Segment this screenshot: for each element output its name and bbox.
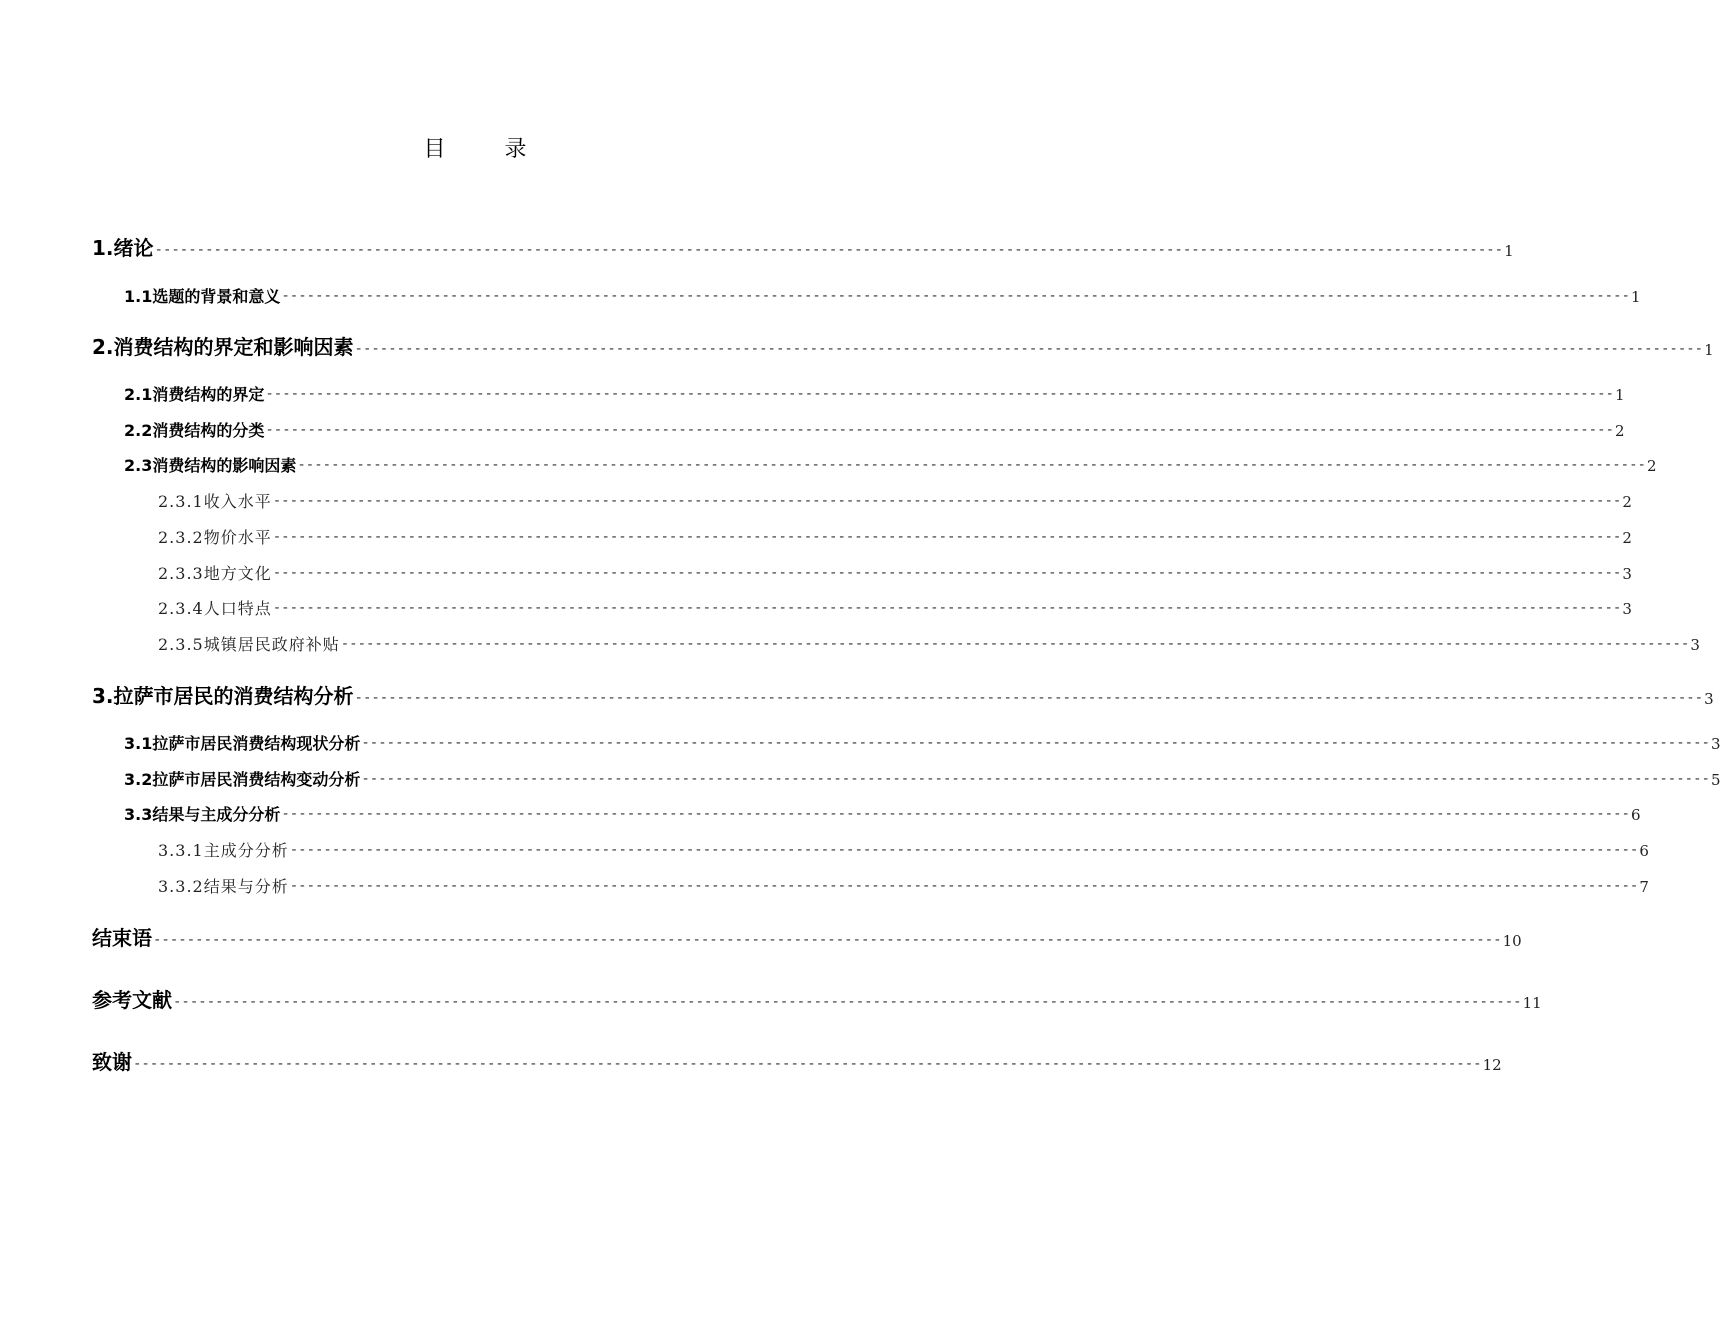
toc-entry-label: 2.3.5城镇居民政府补贴 [158,635,340,654]
toc-page-number: 3 [1710,735,1721,753]
dot-leader: ---------------------------------------------------------------------------------------------------------------------------------------------------------------- [272,493,1622,509]
toc-page-number: 5 [1710,771,1721,789]
toc-entry-label: 1.绪论 [92,236,154,260]
toc-entry-label: 结束语 [92,926,152,950]
toc-entry-label: 3.拉萨市居民的消费结构分析 [92,684,354,708]
toc-entry[interactable] [124,418,1625,441]
dot-leader: ---------------------------------------------------------------------------------------------------------------------------------------------------------------- [133,1056,1482,1072]
toc-entry[interactable] [92,331,1714,360]
toc-entry-label: 3.3.2结果与分析 [158,877,289,896]
toc-page-number: 1 [1704,341,1714,359]
toc-entry-label: 1.1选题的背景和意义 [124,287,281,306]
dot-leader: ---------------------------------------------------------------------------------------------------------------------------------------------------------------- [289,842,1639,858]
toc-page-number: 3 [1690,636,1700,654]
toc-page-number: 1 [1614,386,1625,404]
dot-leader: ---------------------------------------------------------------------------------------------------------------------------------------------------------------- [354,690,1704,706]
toc-page-number: 11 [1522,994,1542,1012]
toc-page-number: 1 [1504,242,1514,260]
toc-entry[interactable] [124,731,1721,754]
toc-entry[interactable] [124,802,1641,825]
dot-leader: ---------------------------------------------------------------------------------------------------------------------------------------------------------------- [272,600,1622,616]
toc-entry-label: 2.1消费结构的界定 [124,385,265,404]
toc-entry[interactable] [158,838,1649,861]
toc-entry-label: 2.3.4人口特点 [158,599,272,618]
dot-leader: ---------------------------------------------------------------------------------------------------------------------------------------------------------------- [272,565,1622,581]
toc-entry[interactable] [158,596,1632,619]
toc-entry[interactable] [158,632,1700,655]
dot-leader: ---------------------------------------------------------------------------------------------------------------------------------------------------------------- [361,735,1710,751]
dot-leader: ---------------------------------------------------------------------------------------------------------------------------------------------------------------- [297,457,1646,473]
toc-entry[interactable] [92,922,1522,951]
toc-entry-label: 2.3消费结构的影响因素 [124,456,297,475]
toc-page-number: 6 [1630,806,1641,824]
toc-page-number: 1 [1630,288,1641,306]
toc-entry[interactable] [124,767,1721,790]
toc-page-number: 10 [1502,932,1522,950]
toc-entry[interactable] [124,453,1657,476]
toc-entry[interactable] [158,525,1632,548]
toc-page-number: 7 [1639,878,1649,896]
toc-page-number: 3 [1622,565,1632,583]
toc-entry[interactable] [92,1046,1502,1075]
toc-entry-label: 3.1拉萨市居民消费结构现状分析 [124,734,361,753]
dot-leader: ---------------------------------------------------------------------------------------------------------------------------------------------------------------- [281,288,1630,304]
dot-leader: ---------------------------------------------------------------------------------------------------------------------------------------------------------------- [281,806,1630,822]
toc-page-number: 2 [1622,493,1632,511]
dot-leader: ---------------------------------------------------------------------------------------------------------------------------------------------------------------- [154,242,1504,258]
toc-entry[interactable] [158,561,1632,584]
dot-leader: ---------------------------------------------------------------------------------------------------------------------------------------------------------------- [173,994,1522,1010]
toc-page-number: 2 [1646,457,1657,475]
toc-entry[interactable] [124,284,1641,307]
toc-page-number: 3 [1704,690,1714,708]
toc-entry-label: 3.3.1主成分分析 [158,841,289,860]
dot-leader: ---------------------------------------------------------------------------------------------------------------------------------------------------------------- [272,529,1622,545]
toc-entry[interactable] [158,874,1649,897]
toc-entry[interactable] [92,680,1714,709]
toc-entry[interactable] [92,984,1542,1013]
toc-page-number: 12 [1482,1056,1502,1074]
toc-page-number: 2 [1614,422,1625,440]
dot-leader: ---------------------------------------------------------------------------------------------------------------------------------------------------------------- [265,386,1614,402]
toc-entry-label: 2.3.2物价水平 [158,528,272,547]
toc-entry-label: 2.2消费结构的分类 [124,421,265,440]
dot-leader: ---------------------------------------------------------------------------------------------------------------------------------------------------------------- [354,341,1704,357]
dot-leader: ---------------------------------------------------------------------------------------------------------------------------------------------------------------- [340,636,1690,652]
dot-leader: ---------------------------------------------------------------------------------------------------------------------------------------------------------------- [153,932,1502,948]
dot-leader: ---------------------------------------------------------------------------------------------------------------------------------------------------------------- [265,422,1614,438]
toc-entry[interactable] [124,382,1625,405]
toc-page-number: 2 [1622,529,1632,547]
toc-page-number: 3 [1622,600,1632,618]
toc-entry-label: 3.2拉萨市居民消费结构变动分析 [124,770,361,789]
toc-entry[interactable] [158,489,1632,512]
toc-entry-label: 3.3结果与主成分分析 [124,805,281,824]
toc-page-number: 6 [1639,842,1649,860]
toc-entry-label: 参考文献 [92,988,172,1012]
toc-entry-label: 2.3.1收入水平 [158,492,272,511]
toc-entry[interactable] [92,232,1514,261]
dot-leader: ---------------------------------------------------------------------------------------------------------------------------------------------------------------- [361,771,1710,787]
toc-entry-label: 2.3.3地方文化 [158,564,272,583]
toc-entry-label: 致谢 [92,1050,132,1074]
toc-entry-label: 2.消费结构的界定和影响因素 [92,335,354,359]
dot-leader: ---------------------------------------------------------------------------------------------------------------------------------------------------------------- [289,878,1639,894]
toc-title: 目 录 [423,137,553,162]
